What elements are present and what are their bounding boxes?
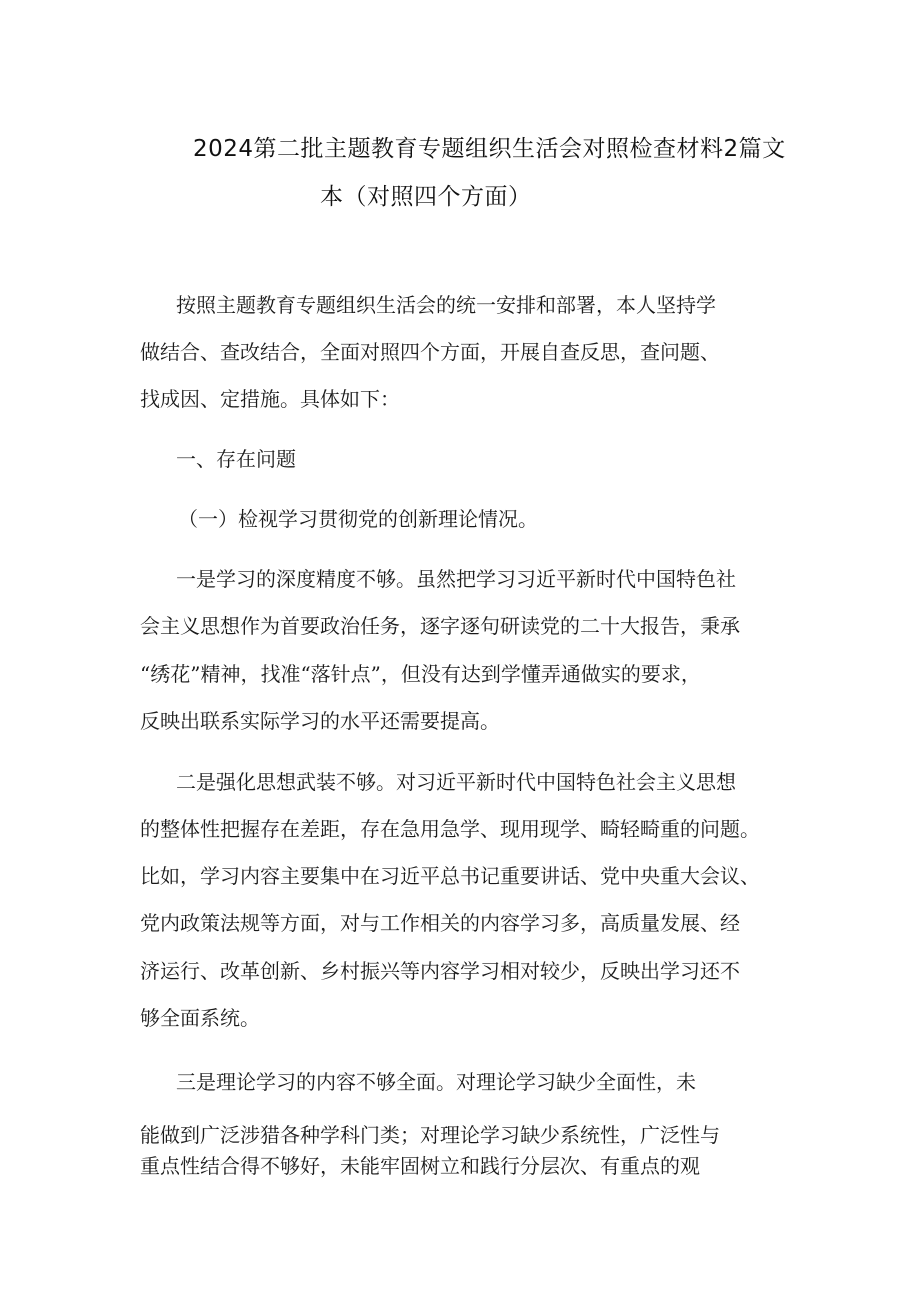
point1-line-4: 反映出联系实际学习的水平还需要提高。 [140, 709, 500, 733]
point2-line-6: 够全面系统。 [140, 1006, 260, 1030]
intro-line-1: 按照主题教育专题组织生活会的统一安排和部署，本人坚持学 [176, 293, 716, 317]
intro-line-3: 找成因、定措施。具体如下： [140, 387, 400, 411]
point1-line-1: 一是学习的深度精度不够。虽然把学习习近平新时代中国特色社 [176, 567, 736, 591]
point2-line-5: 济运行、改革创新、乡村振兴等内容学习相对较少，反映出学习还不 [140, 959, 740, 983]
document-title-line-2: 本（对照四个方面） [320, 184, 532, 210]
point3-line-2: 能做到广泛涉猎各种学科门类；对理论学习缺少系统性，广泛性与 [140, 1123, 720, 1147]
point2-line-4: 党内政策法规等方面，对与工作相关的内容学习多，高质量发展、经 [140, 911, 740, 935]
point2-line-2: 的整体性把握存在差距，存在急用急学、现用现学、畸轻畸重的问题。 [140, 817, 760, 841]
point1-line-3: “绣花”精神，找准“落针点”，但没有达到学懂弄通做实的要求， [140, 662, 701, 686]
intro-line-2: 做结合、查改结合，全面对照四个方面，开展自查反思，查问题、 [140, 340, 720, 364]
point2-line-1: 二是强化思想武装不够。对习近平新时代中国特色社会主义思想 [176, 770, 736, 794]
subsection-heading: （一）检视学习贯彻党的创新理论情况。 [178, 507, 538, 531]
section-heading: 一、存在问题 [176, 447, 296, 471]
document-title-line-1: 2024第二批主题教育专题组织生活会对照检查材料2篇文 [193, 136, 786, 162]
point1-line-2: 会主义思想作为首要政治任务，逐字逐句研读党的二十大报告，秉承 [140, 614, 740, 638]
point3-line-3: 重点性结合得不够好，未能牢固树立和践行分层次、有重点的观 [140, 1154, 700, 1178]
point3-line-1: 三是理论学习的内容不够全面。对理论学习缺少全面性，未 [176, 1070, 696, 1094]
point2-line-3: 比如，学习内容主要集中在习近平总书记重要讲话、党中央重大会议、 [140, 864, 760, 888]
